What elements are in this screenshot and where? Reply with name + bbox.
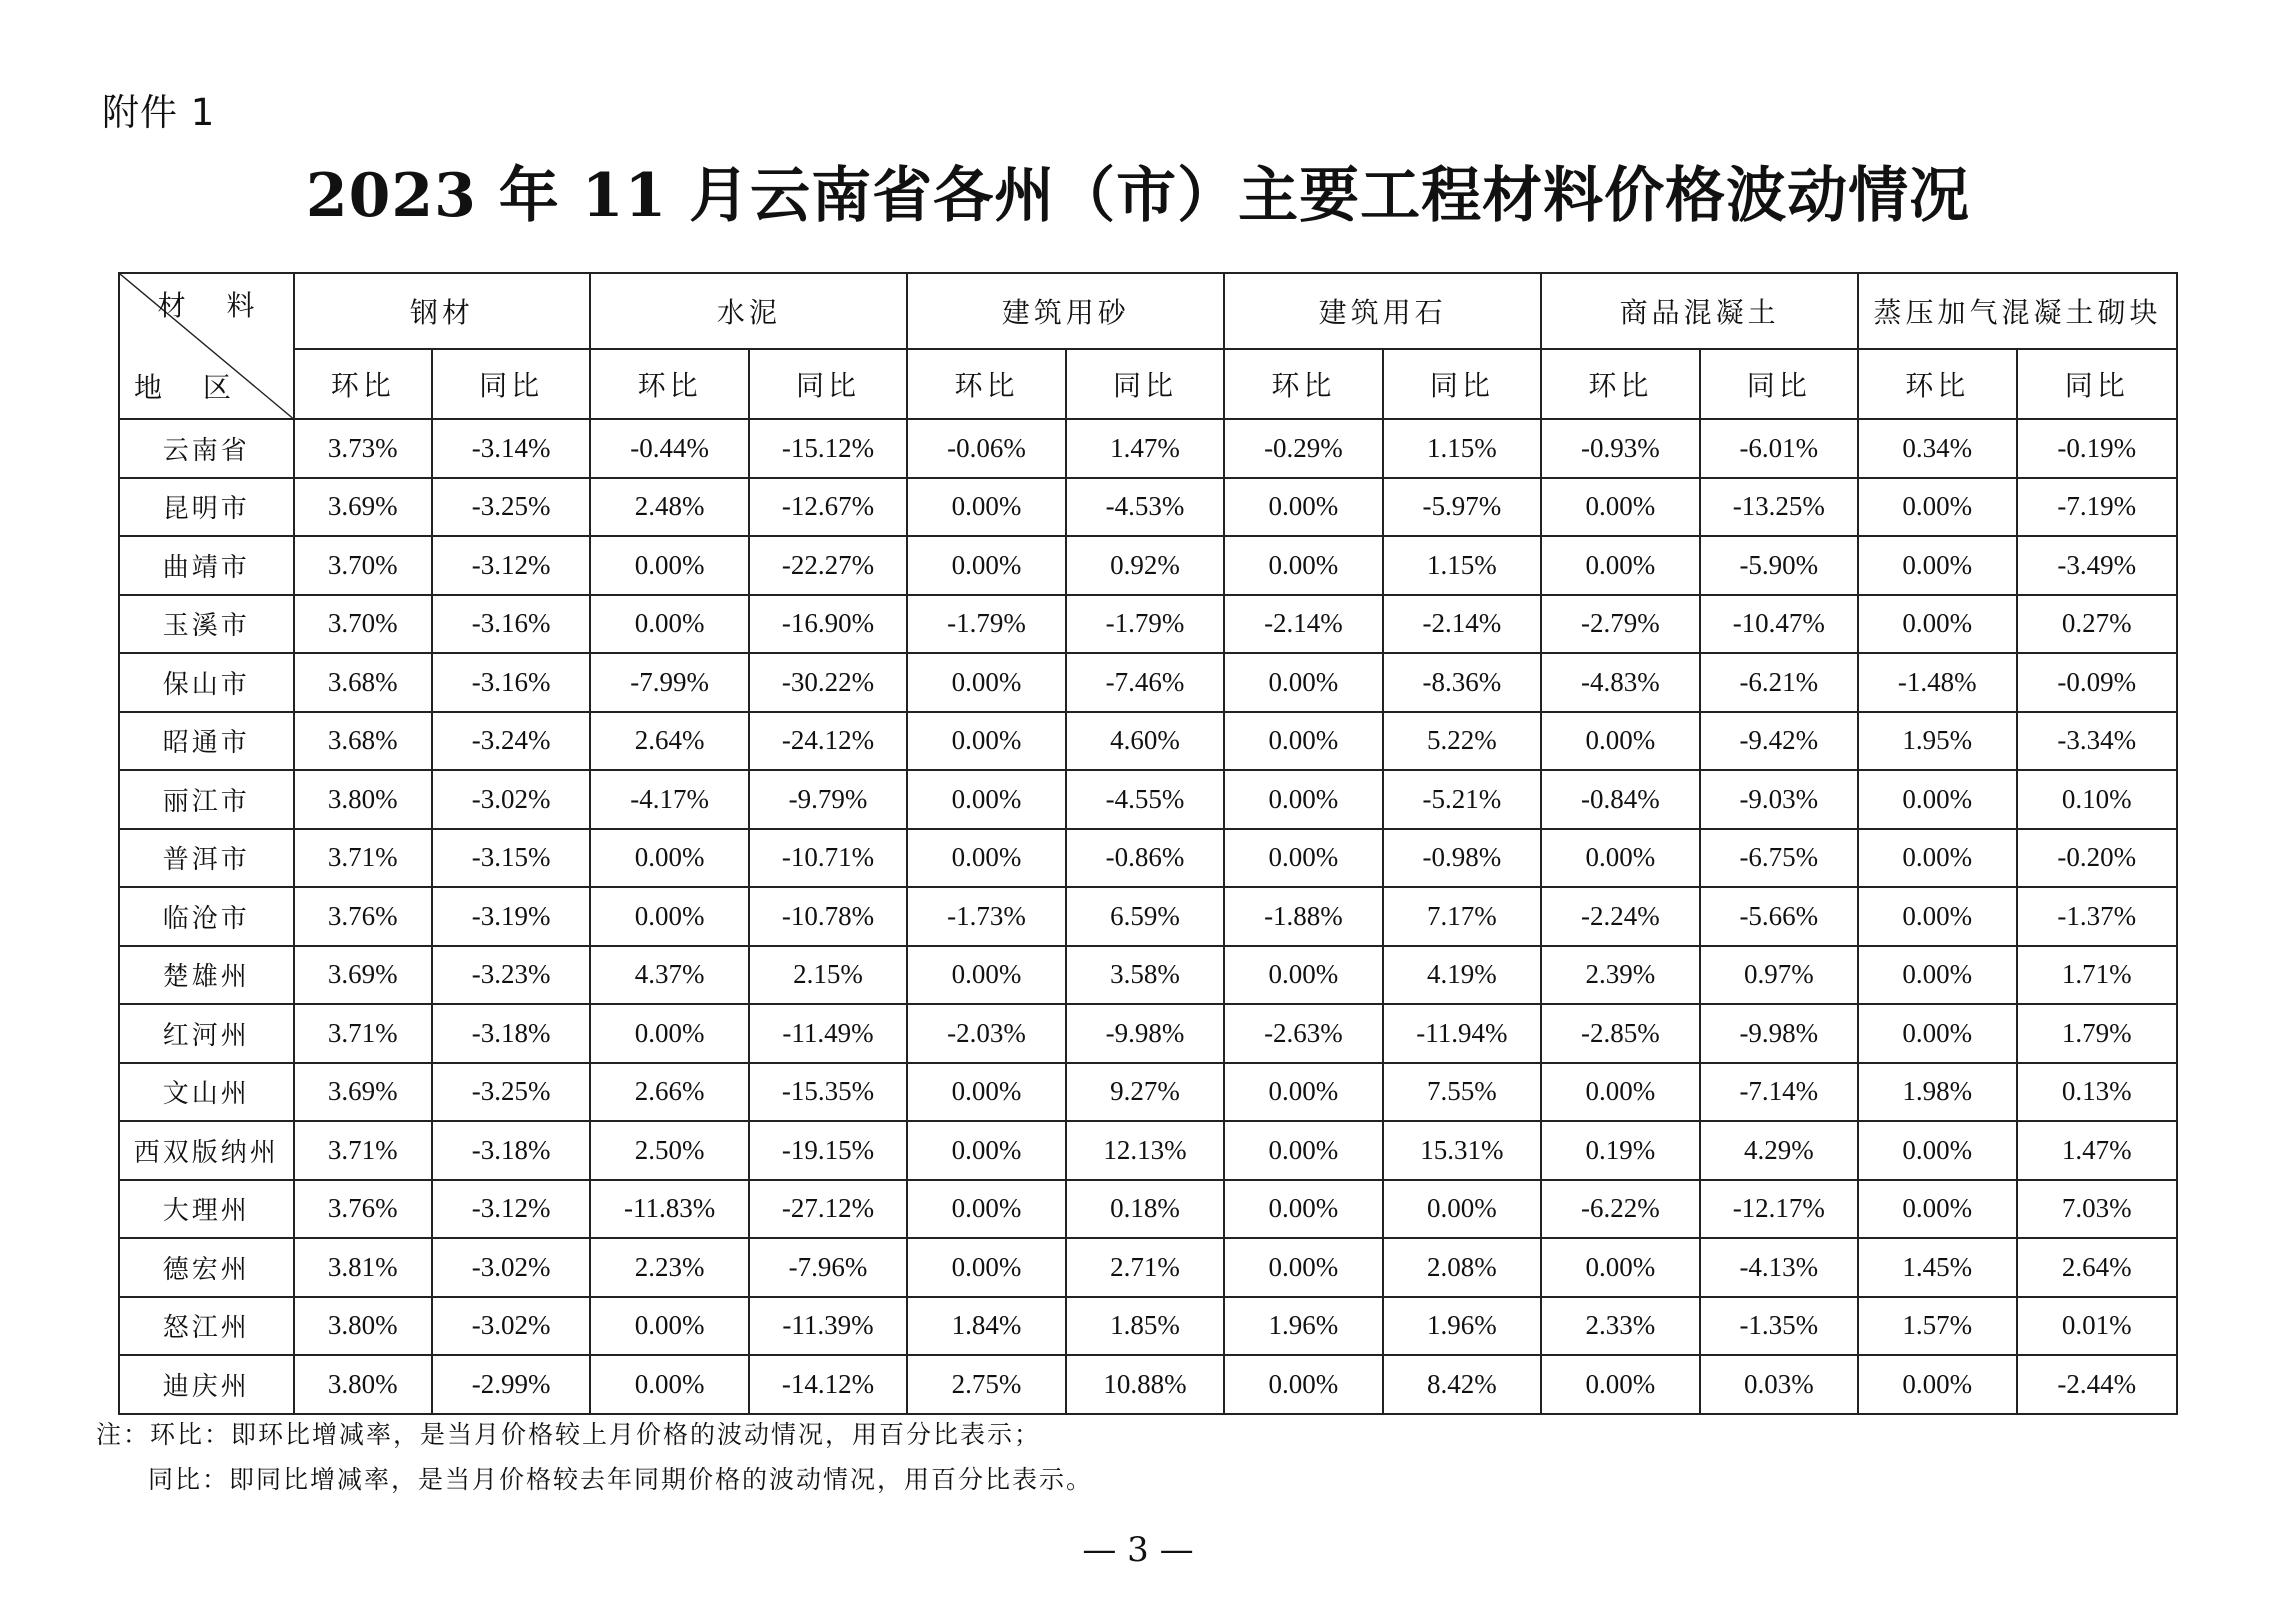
table-row xyxy=(119,1121,2177,1180)
value-cell: 0.00% xyxy=(907,1121,1065,1180)
value-cell: 0.19% xyxy=(1541,1121,1699,1180)
material-header: 建筑用石 xyxy=(1224,273,1541,349)
region-cell: 保山市 xyxy=(119,653,294,712)
value-cell: -3.02% xyxy=(432,1297,590,1356)
region-cell: 大理州 xyxy=(119,1180,294,1239)
value-cell: -4.55% xyxy=(1066,770,1224,829)
value-cell: -0.44% xyxy=(590,419,748,478)
value-cell: -7.14% xyxy=(1700,1063,1858,1122)
value-cell: 1.71% xyxy=(2017,946,2178,1005)
value-cell: 2.64% xyxy=(2017,1238,2178,1297)
value-cell: 0.00% xyxy=(1858,946,2016,1005)
corner-region-label: 地 区 xyxy=(134,371,247,404)
table-row xyxy=(119,1063,2177,1122)
value-cell: -3.02% xyxy=(432,770,590,829)
value-cell: 0.18% xyxy=(1066,1180,1224,1239)
material-header: 钢材 xyxy=(294,273,591,349)
value-cell: -3.34% xyxy=(2017,712,2178,771)
value-cell: -9.98% xyxy=(1700,1004,1858,1063)
value-cell: -2.99% xyxy=(432,1355,590,1414)
value-cell: -3.12% xyxy=(432,1180,590,1239)
region-cell: 曲靖市 xyxy=(119,536,294,595)
sub-header-cell: 同比 xyxy=(2017,349,2178,419)
value-cell: 2.39% xyxy=(1541,946,1699,1005)
table-row xyxy=(119,1238,2177,1297)
value-cell: 3.69% xyxy=(294,1063,432,1122)
value-cell: 0.00% xyxy=(590,1355,748,1414)
value-cell: 0.00% xyxy=(907,478,1065,537)
value-cell: -12.67% xyxy=(749,478,907,537)
sub-header-cell: 环比 xyxy=(1541,349,1699,419)
region-cell: 玉溪市 xyxy=(119,595,294,654)
value-cell: 1.57% xyxy=(1858,1297,2016,1356)
value-cell: 0.00% xyxy=(1858,536,2016,595)
value-cell: 7.17% xyxy=(1383,887,1541,946)
table-body xyxy=(119,419,2177,1414)
value-cell: 0.00% xyxy=(1858,1355,2016,1414)
table-row xyxy=(119,829,2177,888)
table-row xyxy=(119,478,2177,537)
value-cell: -5.21% xyxy=(1383,770,1541,829)
value-cell: 2.23% xyxy=(590,1238,748,1297)
value-cell: 3.76% xyxy=(294,1180,432,1239)
value-cell: 3.80% xyxy=(294,770,432,829)
value-cell: 0.00% xyxy=(590,1297,748,1356)
value-cell: -1.79% xyxy=(1066,595,1224,654)
value-cell: -9.03% xyxy=(1700,770,1858,829)
region-cell: 昆明市 xyxy=(119,478,294,537)
value-cell: -0.93% xyxy=(1541,419,1699,478)
value-cell: -15.35% xyxy=(749,1063,907,1122)
value-cell: 2.75% xyxy=(907,1355,1065,1414)
value-cell: -4.13% xyxy=(1700,1238,1858,1297)
region-cell: 普洱市 xyxy=(119,829,294,888)
sub-header-cell: 同比 xyxy=(1383,349,1541,419)
value-cell: 0.00% xyxy=(590,595,748,654)
value-cell: -6.01% xyxy=(1700,419,1858,478)
value-cell: -9.79% xyxy=(749,770,907,829)
value-cell: -1.37% xyxy=(2017,887,2178,946)
value-cell: -2.14% xyxy=(1224,595,1382,654)
value-cell: -3.14% xyxy=(432,419,590,478)
value-cell: 0.00% xyxy=(590,536,748,595)
region-cell: 云南省 xyxy=(119,419,294,478)
value-cell: 0.00% xyxy=(1224,1063,1382,1122)
value-cell: 2.48% xyxy=(590,478,748,537)
region-cell: 德宏州 xyxy=(119,1238,294,1297)
sub-header-cell: 环比 xyxy=(590,349,748,419)
value-cell: 0.00% xyxy=(590,1004,748,1063)
value-cell: -8.36% xyxy=(1383,653,1541,712)
value-cell: -24.12% xyxy=(749,712,907,771)
value-cell: 0.00% xyxy=(1224,1180,1382,1239)
value-cell: -1.88% xyxy=(1224,887,1382,946)
value-cell: 0.00% xyxy=(1541,829,1699,888)
value-cell: 0.00% xyxy=(590,887,748,946)
page-title: 2023 年 11 月云南省各州（市）主要工程材料价格波动情况 xyxy=(305,161,1971,231)
value-cell: 3.71% xyxy=(294,1004,432,1063)
value-cell: -6.21% xyxy=(1700,653,1858,712)
value-cell: 1.15% xyxy=(1383,536,1541,595)
table-row xyxy=(119,1180,2177,1239)
value-cell: 0.00% xyxy=(907,536,1065,595)
value-cell: 0.00% xyxy=(907,1180,1065,1239)
material-header: 建筑用砂 xyxy=(907,273,1224,349)
material-header: 蒸压加气混凝土砌块 xyxy=(1858,273,2177,349)
value-cell: 0.97% xyxy=(1700,946,1858,1005)
value-cell: 0.00% xyxy=(907,770,1065,829)
value-cell: 0.00% xyxy=(907,1238,1065,1297)
value-cell: -5.97% xyxy=(1383,478,1541,537)
table-row xyxy=(119,712,2177,771)
attachment-label: 附件 1 xyxy=(102,91,216,134)
region-cell: 昭通市 xyxy=(119,712,294,771)
value-cell: -1.48% xyxy=(1858,653,2016,712)
value-cell: -2.63% xyxy=(1224,1004,1382,1063)
value-cell: 3.69% xyxy=(294,946,432,1005)
corner-header xyxy=(119,273,294,419)
table-row xyxy=(119,946,2177,1005)
value-cell: 0.00% xyxy=(1541,1355,1699,1414)
value-cell: 7.03% xyxy=(2017,1180,2178,1239)
value-cell: 6.59% xyxy=(1066,887,1224,946)
value-cell: 3.71% xyxy=(294,1121,432,1180)
value-cell: -6.22% xyxy=(1541,1180,1699,1239)
value-cell: 3.68% xyxy=(294,712,432,771)
value-cell: 0.00% xyxy=(907,653,1065,712)
value-cell: -4.83% xyxy=(1541,653,1699,712)
value-cell: -10.71% xyxy=(749,829,907,888)
value-cell: -4.53% xyxy=(1066,478,1224,537)
value-cell: 0.00% xyxy=(907,829,1065,888)
value-cell: 4.29% xyxy=(1700,1121,1858,1180)
sub-header-cell: 同比 xyxy=(1066,349,1224,419)
value-cell: -11.94% xyxy=(1383,1004,1541,1063)
value-cell: -11.49% xyxy=(749,1004,907,1063)
value-cell: -15.12% xyxy=(749,419,907,478)
value-cell: -12.17% xyxy=(1700,1180,1858,1239)
value-cell: 0.00% xyxy=(1224,829,1382,888)
value-cell: -3.16% xyxy=(432,653,590,712)
value-cell: 1.45% xyxy=(1858,1238,2016,1297)
sub-header-cell: 环比 xyxy=(294,349,432,419)
value-cell: -1.35% xyxy=(1700,1297,1858,1356)
value-cell: 0.00% xyxy=(1224,770,1382,829)
table-row xyxy=(119,887,2177,946)
sub-header-cell: 环比 xyxy=(907,349,1065,419)
value-cell: 0.00% xyxy=(1224,946,1382,1005)
value-cell: 0.00% xyxy=(1858,595,2016,654)
value-cell: -0.98% xyxy=(1383,829,1541,888)
value-cell: -0.84% xyxy=(1541,770,1699,829)
value-cell: 0.00% xyxy=(1541,536,1699,595)
table-row xyxy=(119,653,2177,712)
value-cell: 3.81% xyxy=(294,1238,432,1297)
region-cell: 文山州 xyxy=(119,1063,294,1122)
value-cell: 0.27% xyxy=(2017,595,2178,654)
value-cell: -13.25% xyxy=(1700,478,1858,537)
value-cell: -3.49% xyxy=(2017,536,2178,595)
value-cell: 1.84% xyxy=(907,1297,1065,1356)
value-cell: 3.73% xyxy=(294,419,432,478)
value-cell: 0.00% xyxy=(1224,653,1382,712)
value-cell: 0.00% xyxy=(1224,1355,1382,1414)
value-cell: 10.88% xyxy=(1066,1355,1224,1414)
value-cell: 7.55% xyxy=(1383,1063,1541,1122)
value-cell: 0.00% xyxy=(1858,1180,2016,1239)
table-row xyxy=(119,1297,2177,1356)
region-cell: 楚雄州 xyxy=(119,946,294,1005)
note-line: 注：环比：即环比增减率，是当月价格较上月价格的波动情况，用百分比表示； xyxy=(96,1420,1042,1449)
value-cell: 0.00% xyxy=(1224,1121,1382,1180)
region-cell: 迪庆州 xyxy=(119,1355,294,1414)
sub-header-cell: 环比 xyxy=(1224,349,1382,419)
value-cell: -3.19% xyxy=(432,887,590,946)
value-cell: 0.00% xyxy=(907,1063,1065,1122)
value-cell: 3.58% xyxy=(1066,946,1224,1005)
table-row xyxy=(119,536,2177,595)
value-cell: 3.71% xyxy=(294,829,432,888)
value-cell: -19.15% xyxy=(749,1121,907,1180)
value-cell: 0.13% xyxy=(2017,1063,2178,1122)
sub-header-cell: 同比 xyxy=(749,349,907,419)
table-row xyxy=(119,770,2177,829)
value-cell: -14.12% xyxy=(749,1355,907,1414)
value-cell: 0.00% xyxy=(1541,478,1699,537)
page-number: — 3 — xyxy=(1082,1530,1194,1570)
value-cell: 3.76% xyxy=(294,887,432,946)
value-cell: 12.13% xyxy=(1066,1121,1224,1180)
value-cell: 1.79% xyxy=(2017,1004,2178,1063)
value-cell: -5.90% xyxy=(1700,536,1858,595)
value-cell: 0.34% xyxy=(1858,419,2016,478)
value-cell: 0.00% xyxy=(1858,478,2016,537)
value-cell: 3.80% xyxy=(294,1297,432,1356)
value-cell: 8.42% xyxy=(1383,1355,1541,1414)
value-cell: 2.15% xyxy=(749,946,907,1005)
value-cell: 1.98% xyxy=(1858,1063,2016,1122)
value-cell: -3.12% xyxy=(432,536,590,595)
value-cell: -3.25% xyxy=(432,478,590,537)
value-cell: 9.27% xyxy=(1066,1063,1224,1122)
value-cell: 4.19% xyxy=(1383,946,1541,1005)
value-cell: -2.85% xyxy=(1541,1004,1699,1063)
value-cell: -2.44% xyxy=(2017,1355,2178,1414)
price-table xyxy=(118,272,2178,1415)
region-cell: 西双版纳州 xyxy=(119,1121,294,1180)
note-line: 同比：即同比增减率，是当月价格较去年同期价格的波动情况，用百分比表示。 xyxy=(148,1465,1094,1494)
value-cell: -3.15% xyxy=(432,829,590,888)
value-cell: 0.00% xyxy=(1383,1180,1541,1239)
value-cell: -9.42% xyxy=(1700,712,1858,771)
value-cell: 0.00% xyxy=(1224,712,1382,771)
value-cell: 0.00% xyxy=(907,712,1065,771)
value-cell: -3.25% xyxy=(432,1063,590,1122)
value-cell: 0.00% xyxy=(1224,1238,1382,1297)
sub-header-cell: 环比 xyxy=(1858,349,2016,419)
value-cell: 3.70% xyxy=(294,595,432,654)
value-cell: -10.47% xyxy=(1700,595,1858,654)
value-cell: 0.00% xyxy=(1858,829,2016,888)
value-cell: -7.46% xyxy=(1066,653,1224,712)
value-cell: -7.19% xyxy=(2017,478,2178,537)
value-cell: -9.98% xyxy=(1066,1004,1224,1063)
value-cell: -2.14% xyxy=(1383,595,1541,654)
value-cell: 2.33% xyxy=(1541,1297,1699,1356)
value-cell: 0.00% xyxy=(1858,770,2016,829)
value-cell: 0.00% xyxy=(590,829,748,888)
value-cell: 1.96% xyxy=(1224,1297,1382,1356)
value-cell: -3.24% xyxy=(432,712,590,771)
value-cell: 0.92% xyxy=(1066,536,1224,595)
value-cell: -0.19% xyxy=(2017,419,2178,478)
value-cell: 4.37% xyxy=(590,946,748,1005)
value-cell: -2.79% xyxy=(1541,595,1699,654)
table-row xyxy=(119,1355,2177,1414)
value-cell: 2.71% xyxy=(1066,1238,1224,1297)
value-cell: -27.12% xyxy=(749,1180,907,1239)
value-cell: 4.60% xyxy=(1066,712,1224,771)
value-cell: 1.85% xyxy=(1066,1297,1224,1356)
value-cell: -6.75% xyxy=(1700,829,1858,888)
sub-header-row xyxy=(119,349,2177,419)
value-cell: 0.00% xyxy=(1541,1063,1699,1122)
value-cell: -3.18% xyxy=(432,1004,590,1063)
value-cell: 0.00% xyxy=(1858,1004,2016,1063)
value-cell: 2.66% xyxy=(590,1063,748,1122)
value-cell: 0.00% xyxy=(1541,1238,1699,1297)
value-cell: -11.83% xyxy=(590,1180,748,1239)
value-cell: 1.96% xyxy=(1383,1297,1541,1356)
value-cell: -0.20% xyxy=(2017,829,2178,888)
value-cell: 0.03% xyxy=(1700,1355,1858,1414)
value-cell: -2.24% xyxy=(1541,887,1699,946)
value-cell: 3.70% xyxy=(294,536,432,595)
value-cell: 0.00% xyxy=(1858,887,2016,946)
value-cell: -11.39% xyxy=(749,1297,907,1356)
region-cell: 丽江市 xyxy=(119,770,294,829)
value-cell: 1.47% xyxy=(1066,419,1224,478)
value-cell: -4.17% xyxy=(590,770,748,829)
value-cell: 5.22% xyxy=(1383,712,1541,771)
value-cell: 0.01% xyxy=(2017,1297,2178,1356)
value-cell: -3.02% xyxy=(432,1238,590,1297)
value-cell: 2.64% xyxy=(590,712,748,771)
value-cell: 0.10% xyxy=(2017,770,2178,829)
value-cell: -7.96% xyxy=(749,1238,907,1297)
value-cell: -5.66% xyxy=(1700,887,1858,946)
value-cell: -7.99% xyxy=(590,653,748,712)
material-header: 水泥 xyxy=(590,273,907,349)
value-cell: 1.15% xyxy=(1383,419,1541,478)
value-cell: 1.95% xyxy=(1858,712,2016,771)
corner-material-label: 材 料 xyxy=(157,289,271,322)
value-cell: 15.31% xyxy=(1383,1121,1541,1180)
value-cell: -3.16% xyxy=(432,595,590,654)
value-cell: -16.90% xyxy=(749,595,907,654)
region-cell: 怒江州 xyxy=(119,1297,294,1356)
value-cell: -3.18% xyxy=(432,1121,590,1180)
table-row xyxy=(119,419,2177,478)
value-cell: 0.00% xyxy=(1541,712,1699,771)
region-cell: 红河州 xyxy=(119,1004,294,1063)
value-cell: -10.78% xyxy=(749,887,907,946)
value-cell: -0.06% xyxy=(907,419,1065,478)
value-cell: -3.23% xyxy=(432,946,590,1005)
notes xyxy=(96,1412,1093,1502)
value-cell: -30.22% xyxy=(749,653,907,712)
region-cell: 临沧市 xyxy=(119,887,294,946)
value-cell: 0.00% xyxy=(907,946,1065,1005)
value-cell: 3.68% xyxy=(294,653,432,712)
value-cell: 0.00% xyxy=(1224,478,1382,537)
table-row xyxy=(119,1004,2177,1063)
value-cell: -2.03% xyxy=(907,1004,1065,1063)
value-cell: -1.73% xyxy=(907,887,1065,946)
value-cell: 0.00% xyxy=(1224,536,1382,595)
value-cell: -0.86% xyxy=(1066,829,1224,888)
value-cell: -0.09% xyxy=(2017,653,2178,712)
value-cell: 3.69% xyxy=(294,478,432,537)
value-cell: 2.08% xyxy=(1383,1238,1541,1297)
value-cell: 3.80% xyxy=(294,1355,432,1414)
material-header: 商品混凝土 xyxy=(1541,273,1858,349)
table-row xyxy=(119,595,2177,654)
value-cell: 2.50% xyxy=(590,1121,748,1180)
value-cell: -0.29% xyxy=(1224,419,1382,478)
value-cell: -22.27% xyxy=(749,536,907,595)
value-cell: 1.47% xyxy=(2017,1121,2178,1180)
sub-header-cell: 同比 xyxy=(432,349,590,419)
value-cell: 0.00% xyxy=(1858,1121,2016,1180)
sub-header-cell: 同比 xyxy=(1700,349,1858,419)
value-cell: -1.79% xyxy=(907,595,1065,654)
